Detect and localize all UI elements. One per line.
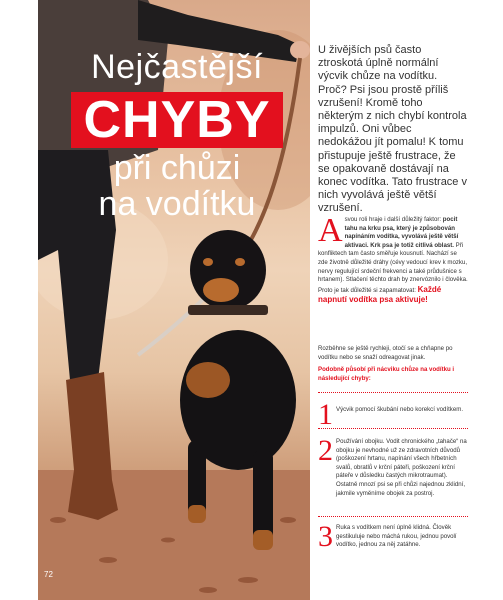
- list-number: 3: [318, 520, 333, 553]
- section-1-text-b: pocit tahu na krku psa, který je způsobován napínáním vodítka, vyvolává ještě větší aktivaci. Krk psa je totiž citlivá oblast.: [344, 216, 459, 249]
- headline-line-4: na vodítku: [98, 185, 256, 223]
- list-item: [318, 436, 468, 498]
- list-text: Ruka s vodítkem není úplně klidná. Člověk gestikuluje nebo máchá rukou, jednou povolí vodítko, jednou za něj zatáhne.: [336, 524, 457, 549]
- list-item: [318, 520, 468, 553]
- divider: [318, 392, 468, 393]
- headline-line-3: při chůzi: [113, 149, 241, 187]
- list-item: [318, 398, 468, 431]
- headline-highlight: CHYBY: [71, 92, 282, 148]
- section-1-text-c: Při konfliktech tam často směřuje kousnutí. Nachází se zde životně důležité dráhy (cévy vedoucí krev k mozku, nervy regulující srdeční frekvenci a také průdušnice s hrtanem). Stlačení těchto drah by znervóznilo i člověka. Proto je tak důležité si zapamatovat:: [318, 241, 468, 294]
- list-text: Výcvik pomocí škubání nebo korekcí vodítkem.: [336, 406, 464, 413]
- divider: [318, 428, 468, 429]
- headline: [62, 48, 292, 222]
- section-1-highlight: Každé napnutí vodítka psa aktivuje!: [318, 284, 442, 305]
- list-number: 1: [318, 398, 333, 431]
- list-number: 2: [318, 434, 333, 467]
- section-1-text-a: svou roli hraje i další důležitý faktor:: [344, 216, 443, 223]
- headline-line-1: Nejčastější: [91, 48, 263, 86]
- page-number: 72: [44, 570, 53, 579]
- section-1: [318, 212, 468, 306]
- section-2-lead: Podobně působí při nácviku chůze na vodítku i následující chyby:: [318, 366, 455, 382]
- list-text: Používání obojku. Vodit chronického „tahače“ na obojku je nevhodné už ze zdravotních důvodů (poškození hrtanu, napínání všech hřbetních svalů, obratlů v krční páteři, poškození krční páteře v důsledku častých mikrotraumat). Ostatně mnozí psi se při chůzi najednou zklidní, jakmile vyměníme obojek za postroj.: [336, 438, 467, 497]
- section-2-text: Rozběhne se ještě rychleji, otočí se a chňapne po vodítku nebo se snaží odreagovat jinak.: [318, 345, 453, 361]
- divider: [318, 516, 468, 517]
- section-2: [318, 345, 468, 383]
- intro-paragraph: U živějších psů často ztroskotá úplně normální výcvik chůze na vodítku. Proč? Psi jsou prostě příliš vzrušení! Kromě toho některým z nich chybí kontrola impulzů. Oni vůbec nedokážou jít pomalu! K tomu přistupuje ještě frustrace, že se opakovaně dostávají na konec vodítka. Tato frustrace v nich vyvolává ještě větší vzrušení.: [318, 44, 467, 215]
- drop-cap: A: [318, 212, 343, 249]
